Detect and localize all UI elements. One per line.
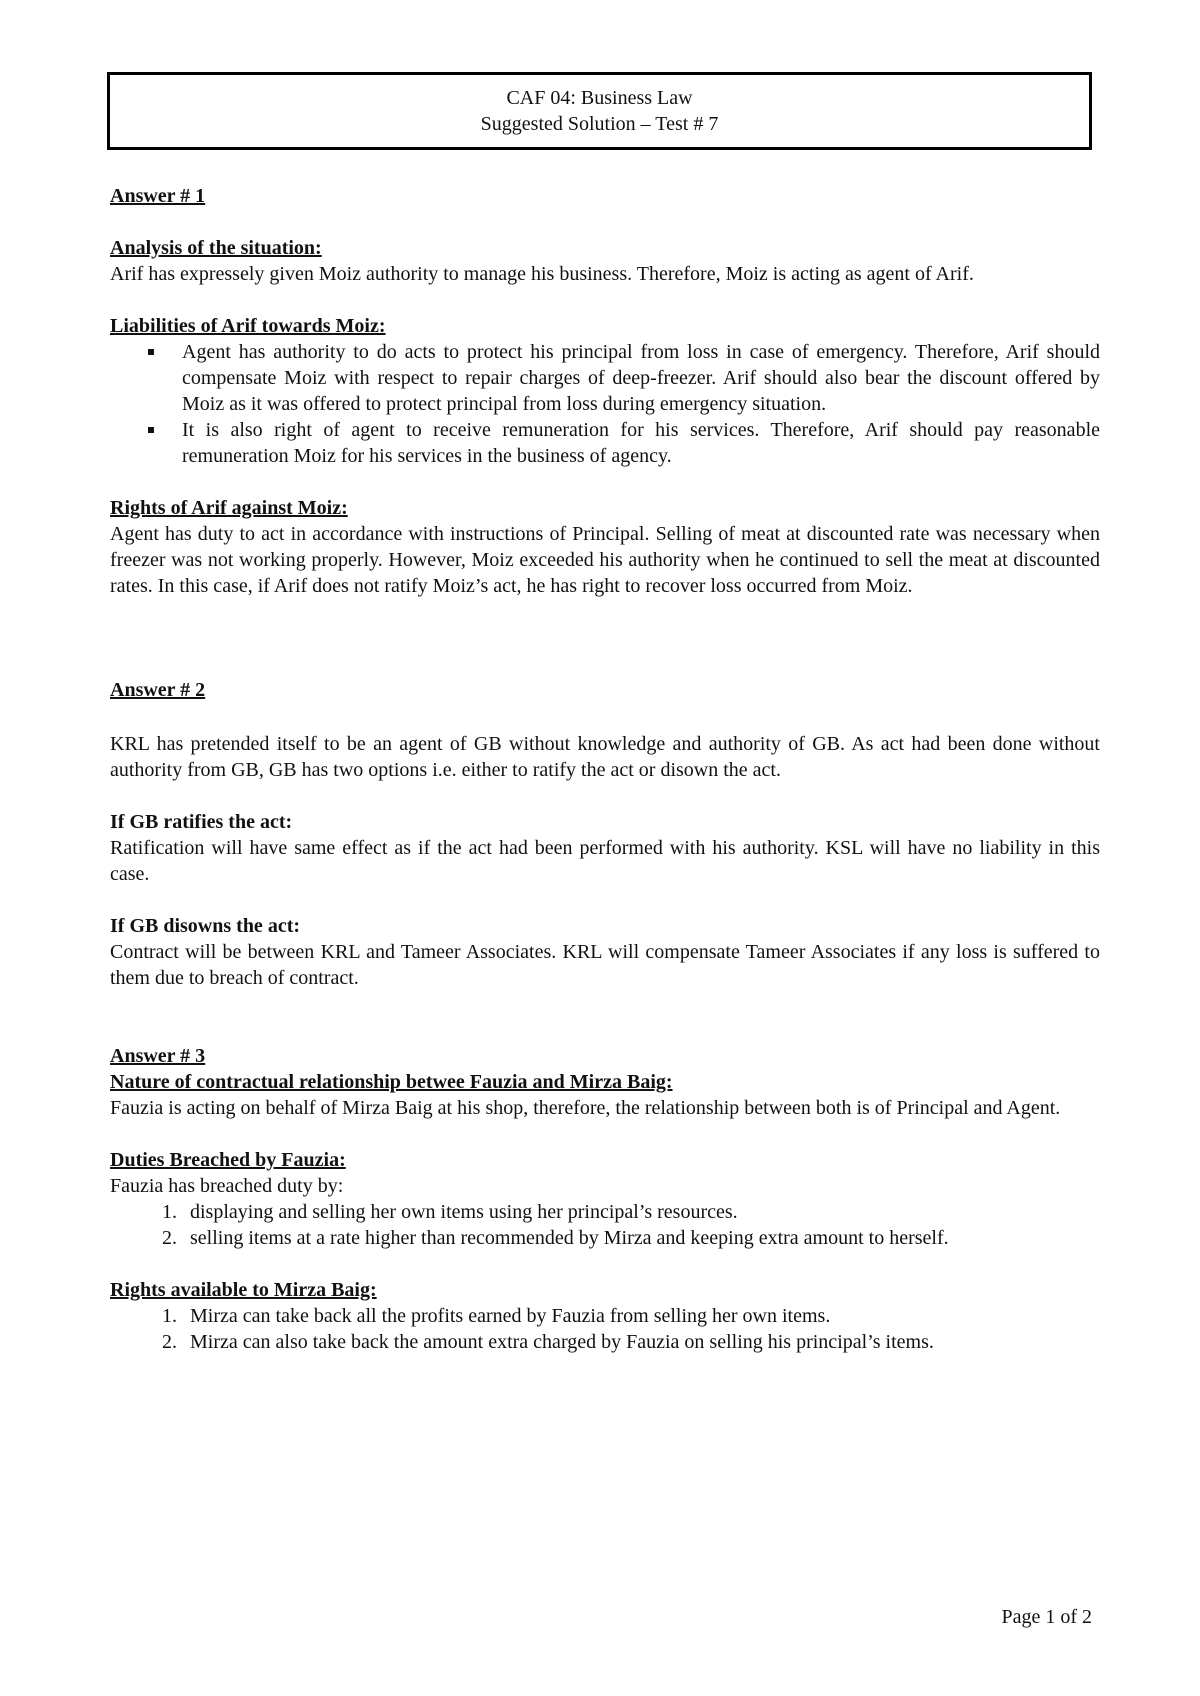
list-item: It is also right of agent to receive remuneration for his services. Therefore, Arif should pay reasonable remuneration Moiz for his services in the business of agency. (182, 419, 1100, 467)
duties-heading: Duties Breached by Fauzia: (110, 1149, 346, 1171)
list-item: 2. Mirza can also take back the amount extra charged by Fauzia on selling his principal’s items. (182, 1329, 1100, 1355)
duties-list (110, 1199, 1100, 1251)
disown-text: Contract will be between KRL and Tameer Associates. KRL will compensate Tameer Associates if any loss is suffered to them due to breach of contract. (110, 941, 1100, 989)
disown-heading: If GB disowns the act: (110, 915, 301, 937)
answer-1-heading: Answer # 1 (110, 185, 206, 207)
liabilities-list (110, 339, 1100, 469)
page-number: Page 1 of 2 (1001, 1606, 1092, 1628)
mirza-rights-heading: Rights available to Mirza Baig: (110, 1279, 377, 1301)
document-body (110, 183, 1100, 1355)
duties-intro: Fauzia has breached duty by: (110, 1175, 344, 1197)
answer-3-heading: Answer # 3 (110, 1045, 206, 1067)
rights-against-heading: Rights of Arif against Moiz: (110, 497, 348, 519)
ratify-heading: If GB ratifies the act: (110, 811, 293, 833)
mirza-rights-list (110, 1303, 1100, 1355)
analysis-text: Arif has expressely given Moiz authority to manage his business. Therefore, Moiz is acting as agent of Arif. (110, 263, 974, 285)
list-item: Agent has authority to do acts to protect his principal from loss in case of emergency. Therefore, Arif should compensate Moiz with respect to repair charges of deep-freezer. Arif should also bear the discount offered by Moiz as it was offered to protect principal from loss during emergency situation. (182, 341, 1100, 415)
nature-text: Fauzia is acting on behalf of Mirza Baig at his shop, therefore, the relationship between both is of Principal and Agent. (110, 1097, 1061, 1119)
rights-against-text: Agent has duty to act in accordance with instructions of Principal. Selling of meat at discounted rate was necessary when freezer was not working properly. However, Moiz exceeded his authority when he continued to sell the meat at discounted rates. In this case, if Arif does not ratify Moiz’s act, he has right to recover loss occurred from Moiz. (110, 523, 1100, 597)
list-item: 1. displaying and selling her own items using her principal’s resources. (182, 1199, 1100, 1225)
answer-2-intro: KRL has pretended itself to be an agent of GB without knowledge and authority of GB. As act had been done without authority from GB, GB has two options i.e. either to ratify the act or disown the act. (110, 733, 1100, 781)
analysis-heading: Analysis of the situation: (110, 237, 322, 259)
list-item: 1. Mirza can take back all the profits earned by Fauzia from selling her own items. (182, 1303, 1100, 1329)
course-title: CAF 04: Business Law (506, 87, 693, 109)
answer-2-heading: Answer # 2 (110, 679, 206, 701)
liabilities-heading: Liabilities of Arif towards Moiz: (110, 315, 386, 337)
title-box (107, 72, 1092, 150)
nature-heading: Nature of contractual relationship betwee Fauzia and Mirza Baig: (110, 1071, 673, 1093)
list-item: 2. selling items at a rate higher than recommended by Mirza and keeping extra amount to herself. (182, 1225, 1100, 1251)
document-subtitle: Suggested Solution – Test # 7 (480, 113, 719, 135)
ratify-text: Ratification will have same effect as if the act had been performed with his authority. KSL will have no liability in this case. (110, 837, 1100, 885)
